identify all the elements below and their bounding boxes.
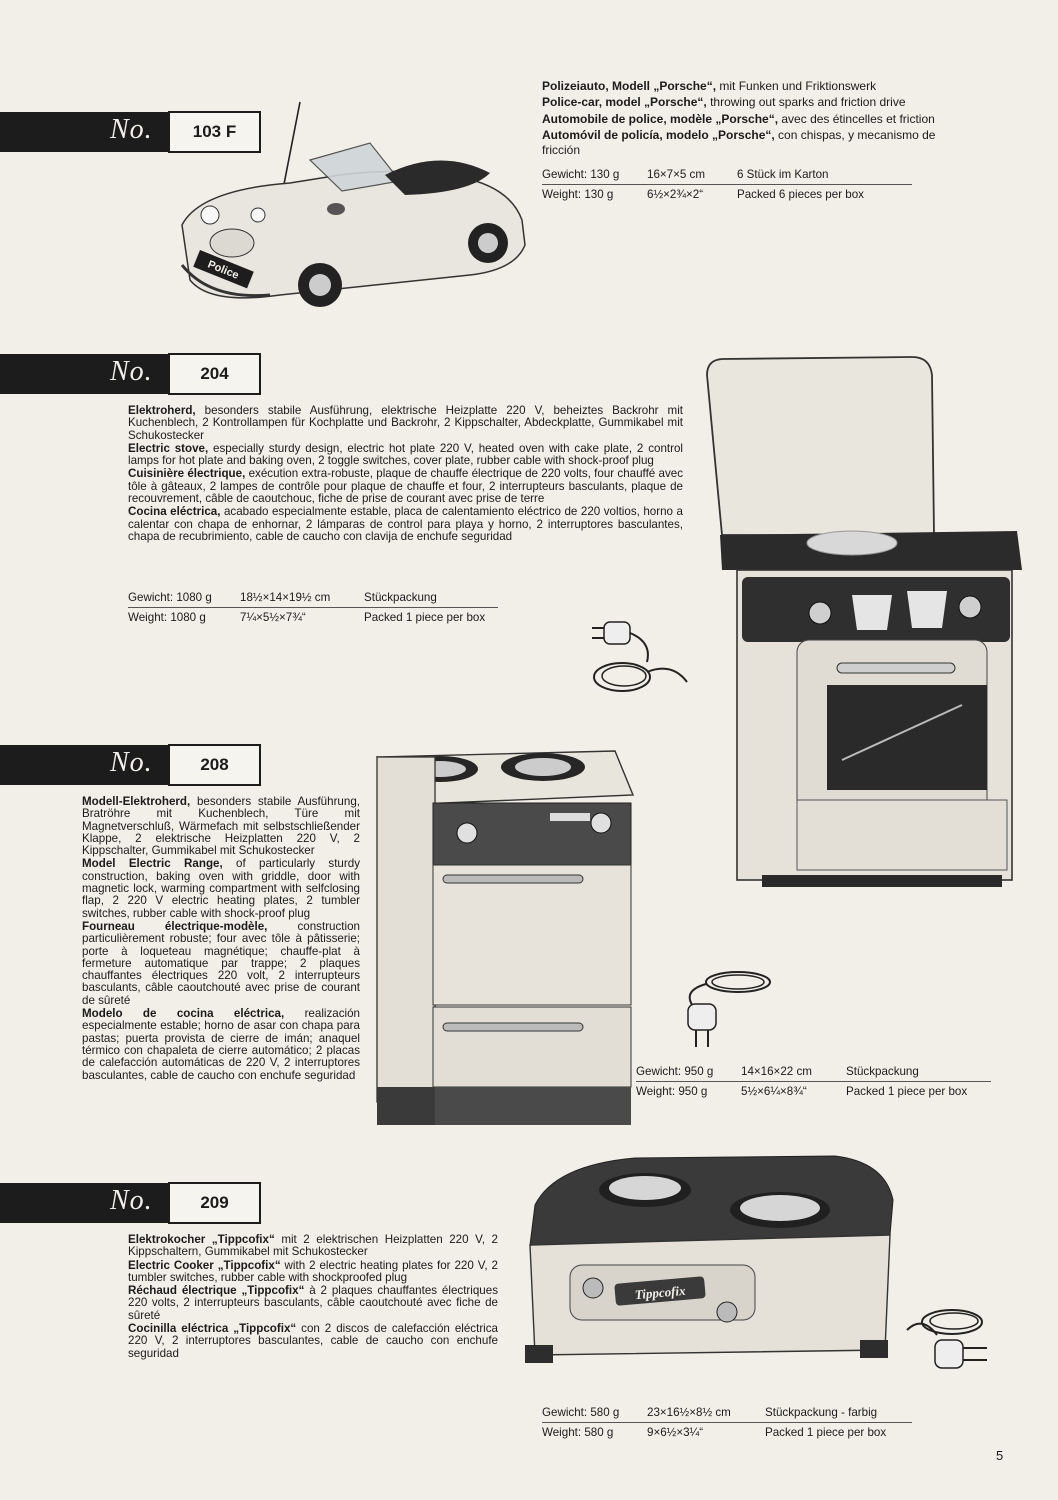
item-204-number: 204 bbox=[168, 353, 261, 395]
item-209-number: 209 bbox=[168, 1182, 261, 1224]
item-103f-number: 103 F bbox=[168, 111, 261, 153]
spec-row-imperial: Weight: 1080 g 7¼×5½×7¾“ Packed 1 piece per box bbox=[128, 611, 486, 624]
desc-fr: Réchaud électrique „Tippcofix“ à 2 plaques chauffantes électriques 220 volts, 2 interrupteurs basculants, câble caoutchouté avec fiche de sûreté bbox=[128, 1284, 498, 1322]
desc-en: Police-car, model „Porsche“, throwing out sparks and friction drive bbox=[542, 95, 906, 110]
item-103f-number-bar bbox=[0, 112, 170, 152]
desc-de: Modell-Elektroherd, besonders stabile Ausführung, Bratröhre mit Kuchenblech, Türe mit Magnetverschluß, Wärmefach mit selbstschließender Klappe, 2 elektrische Heizplatten 220 V, 2 Kippschalter, Gummikabel mit Schukostecker bbox=[82, 795, 360, 858]
item-209-no-label: No. bbox=[110, 1185, 153, 1216]
item-103f-no-label: No. bbox=[110, 114, 153, 145]
plug-cable-icon bbox=[668, 962, 778, 1052]
spec-row-metric: Gewicht: 1080 g 18½×14×19½ cm Stückpackung bbox=[128, 588, 498, 608]
desc-es: Modelo de cocina eléctrica, realización especialmente estable; horno de asar con chapa para pastas; puerta provista de cierre de imán; anaquel térmico con chapaleta de cierre automático; 2 placas de calefacción automáticas de 220 V, 2 interruptores basculantes, cable de caucho con enchufe seguridad bbox=[82, 1007, 360, 1082]
desc-en: Model Electric Range, of particularly sturdy construction, baking oven with griddle, door with magnetic lock, warming compartment with selfclosing flap, 2 220 V electric heating plates, 2 tumbler switches, rubber cable with shock-proof plug bbox=[82, 857, 360, 920]
plug-cable-icon bbox=[897, 1300, 1007, 1390]
item-103f-specs bbox=[542, 165, 912, 204]
tippcofix-logo-text: Tippcofix bbox=[634, 1282, 687, 1303]
desc-de: Elektroherd, besonders stabile Ausführung, elektrische Heizplatte 220 V, beheiztes Backrohr mit Kuchenblech, 2 Kontrollampen für Kochplatte und Backrohr, 2 Kippschalter, Abdeckplatte, Gummikabel mit Schukostecker bbox=[128, 404, 683, 442]
desc-de: Elektrokocher „Tippcofix“ mit 2 elektrischen Heizplatten 220 V, 2 Kippschaltern, Gummikabel mit Schukostecker bbox=[128, 1233, 498, 1259]
item-208-number: 208 bbox=[168, 744, 261, 786]
item-209-specs bbox=[542, 1403, 912, 1442]
spec-row-imperial: Weight: 130 g 6½×2¾×2“ Packed 6 pieces per box bbox=[542, 188, 864, 201]
item-209-number-bar bbox=[0, 1183, 170, 1223]
desc-fr: Automobile de police, modèle „Porsche“, avec des étincelles et friction bbox=[542, 111, 935, 126]
desc-es: Cocinilla eléctrica „Tippcofix“ con 2 discos de calefacción eléctrica 220 V, 2 interruptores basculantes, cable de caucho con enchufe seguridad bbox=[128, 1322, 498, 1360]
spec-row-metric: Gewicht: 950 g 14×16×22 cm Stückpackung bbox=[636, 1062, 991, 1082]
desc-es: Automóvil de policía, modelo „Porsche“, con chispas, y mecanismo de fricción bbox=[542, 127, 936, 158]
page-number: 5 bbox=[996, 1448, 1004, 1463]
item-204-specs bbox=[128, 588, 498, 627]
desc-es: Cocina eléctrica, acabado especialmente estable, placa de calentamiento eléctrico de 220 voltios, horno a calentar con chapa de enhornar, 2 lámparas de control para playa y horno, 2 interruptores basculantes, chapa de recubrimiento, cable de caucho con clavija de enchufe seguridad bbox=[128, 505, 683, 543]
item-208-no-label: No. bbox=[110, 747, 153, 778]
item-208-number-bar bbox=[0, 745, 170, 785]
electric-range-208-image bbox=[375, 745, 635, 1125]
item-209-description bbox=[128, 1234, 498, 1361]
plug-cable-icon bbox=[592, 612, 692, 697]
spec-row-metric: Gewicht: 130 g 16×7×5 cm 6 Stück im Karton bbox=[542, 165, 912, 185]
spec-row-imperial: Weight: 950 g 5½×6¼×8¾“ Packed 1 piece per box bbox=[636, 1085, 968, 1098]
desc-en: Electric stove, especially sturdy design, electric hot plate 220 V, heated oven with cake plate, 2 control lamps for hot plate and baking oven, 2 toggle switches, cover plate, rubber cable with shock-proof plug bbox=[128, 441, 683, 468]
spec-row-metric: Gewicht: 580 g 23×16½×8½ cm Stückpackung - farbig bbox=[542, 1403, 912, 1423]
desc-en: Electric Cooker „Tippcofix“ with 2 electric heating plates for 220 V, 2 tumbler switches, rubber cable with shockproofed plug bbox=[128, 1258, 498, 1284]
electric-stove-204-image bbox=[702, 355, 1032, 895]
item-204-number-bar bbox=[0, 354, 170, 394]
electric-cooker-209-image bbox=[515, 1150, 900, 1375]
desc-de: Polizeiauto, Modell „Porsche“, mit Funken und Friktionswerk bbox=[542, 79, 877, 93]
item-204-no-label: No. bbox=[110, 356, 153, 387]
item-208-specs bbox=[636, 1062, 991, 1101]
item-204-description bbox=[128, 405, 683, 544]
police-car-image bbox=[170, 95, 540, 320]
police-badge-text: Police bbox=[205, 258, 241, 282]
desc-fr: Fourneau électrique-modèle, construction particulièrement robuste; four avec tôle à pâtisserie; porte à loqueteau magnétique; chauffe-plat à fermeture automatique par trappe; 2 plaques chauffantes électriques 220 volt, 2 interrupteurs basculants, câble caoutchouté avec prise de courant de sûreté bbox=[82, 919, 360, 1007]
spec-row-imperial: Weight: 580 g 9×6½×3¼“ Packed 1 piece per box bbox=[542, 1426, 887, 1439]
item-208-description bbox=[82, 796, 360, 1083]
item-103f-description bbox=[542, 79, 982, 159]
desc-fr: Cuisinière électrique, exécution extra-robuste, plaque de chauffe électrique de 220 volts, four chauffé avec tôle à gâteaux, 2 lampes de contrôle pour plaque de chauffe et four, 2 interrupteurs basculants, plaque de recouvrement, câble de caoutchouc, fiche de prise de courant avec prise de terre bbox=[128, 467, 683, 506]
